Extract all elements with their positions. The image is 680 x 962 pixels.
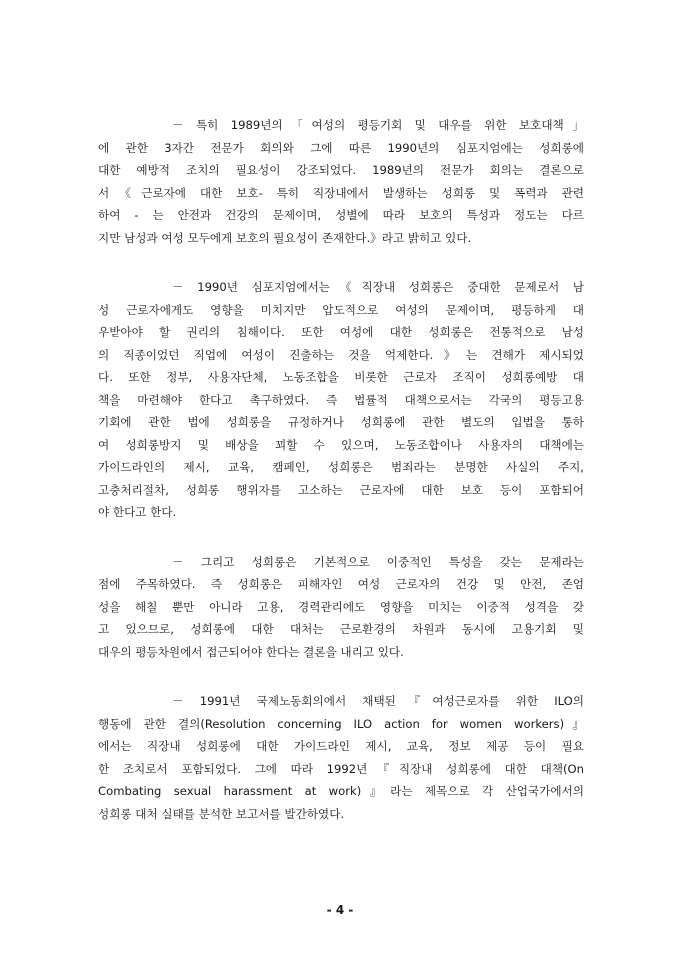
text-line: 야 한다고 한다. <box>98 505 177 519</box>
text-line: 서《근로자에 대한 보호- 특히 직장내에서 발생하는 성희롱 및 폭력과 관련 <box>98 185 584 200</box>
text-line: 가이드라인의 제시, 교육, 캠페인, 성희롱은 범죄라는 분명한 사실의 주지, <box>98 460 584 474</box>
text-line: － 1990년 심포지엄에서는《직장내 성희롱은 중대한 문제로서 남 <box>172 280 584 294</box>
paragraph-3 <box>98 551 584 664</box>
text-line: 성 근로자에게도 영향을 미치지만 압도적으로 여성의 문제이며, 평등하게 대 <box>98 302 584 317</box>
text-line: 한 조치로서 포함되었다. 그에 따라 1992년『직장내 성희롱에 대한 대책(On <box>98 761 584 776</box>
text-line: 지만 남성과 여성 모두에게 보호의 필요성이 존재한다.》라고 밝히고 있다. <box>98 230 472 245</box>
text-line: 성희롱 대처 실태를 분석한 보고서를 발간하였다. <box>98 806 345 821</box>
text-line: 우받아야 할 권리의 침해이다. 또한 여성에 대한 성희롱은 전통적으로 남성 <box>98 325 584 339</box>
text-line: 에 관한 3자간 전문가 회의와 그에 따른 1990년의 심포지엄에는 성희롱에 <box>98 140 584 155</box>
document-body <box>98 114 584 852</box>
text-line: 책을 마련해야 한다고 촉구하였다. 즉 법률적 대책으로서는 각국의 평등고용 <box>98 392 584 407</box>
text-line: 다. 또한 정부, 사용자단체, 노동조합을 비롯한 근로자 조직이 성희롱예방 대 <box>98 370 584 384</box>
paragraph-2 <box>98 276 584 524</box>
text-line: Combating sexual harassment at work)』라는 제목으로 각 산업국가에서의 <box>98 784 584 798</box>
text-line: 여 성희롱방지 및 배상을 꾀할 수 있으며, 노동조합이나 사용자의 대책에는 <box>98 437 584 452</box>
paragraph-1 <box>98 114 584 249</box>
text-line: 고 있으므로, 성희롱에 대한 대처는 근로환경의 차원과 동시에 고용기회 및 <box>98 622 584 636</box>
text-line: 의 직종이었던 직업에 여성이 진출하는 것을 억제한다.》는 견해가 제시되었 <box>98 347 584 362</box>
text-line: 기회에 관한 법에 성희롱을 규정하거나 성희롱에 관한 별도의 입법을 통하 <box>98 415 584 429</box>
text-line: 행동에 관한 결의(Resolution concerning ILO action for women workers)』 <box>98 716 584 731</box>
text-line: 대우의 평등차원에서 접근되어야 한다는 결론을 내리고 있다. <box>98 644 404 659</box>
text-line: 고충처리절차, 성희롱 행위자를 고소하는 근로자에 대한 보호 등이 포함되어 <box>98 482 584 497</box>
text-line: 대한 예방적 조치의 필요성이 강조되었다. 1989년의 전문가 회의는 결론으로 <box>98 163 584 177</box>
text-line: － 1991년 국제노동회의에서 채택된『여성근로자를 위한 ILO의 <box>172 694 584 708</box>
paragraph-4 <box>98 690 584 825</box>
page-number: - 4 - <box>326 903 354 917</box>
text-line: 하여 - 는 안전과 건강의 문제이며, 성별에 따라 보호의 특성과 정도는 다르 <box>98 208 584 222</box>
text-line: 점에 주목하였다. 즉 성희롱은 피해자인 여성 근로자의 건강 및 안전, 존엄 <box>98 577 584 591</box>
text-line: 에서는 직장내 성희롱에 대한 가이드라인 제시, 교육, 정보 제공 등이 필요 <box>98 739 584 753</box>
text-line: － 그리고 성희롱은 기본적으로 이중적인 특성을 갖는 문제라는 <box>172 554 584 569</box>
text-line: － 특히 1989년의「여성의 평등기회 및 대우를 위한 보호대책」 <box>172 118 584 132</box>
text-line: 성을 해칠 뿐만 아니라 고용, 경력관리에도 영향을 미치는 이중적 성격을 갖 <box>98 599 584 614</box>
